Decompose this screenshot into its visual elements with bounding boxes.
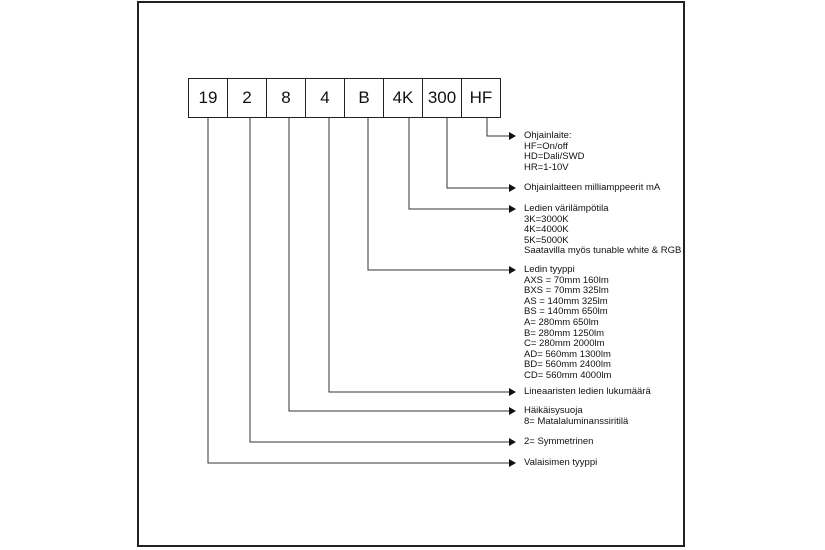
- arrow-head: [509, 407, 516, 415]
- code-cell-glare-shield: 8: [266, 78, 306, 118]
- connector-led-count: [329, 118, 509, 392]
- arrow-head: [509, 205, 516, 213]
- arrow-head: [509, 184, 516, 192]
- desc-line: Ledien värilämpötila: [524, 203, 609, 214]
- code-cell-led-count: 4: [305, 78, 345, 118]
- desc-led-count: [524, 387, 651, 398]
- code-cell-color-temperature: 4K: [383, 78, 423, 118]
- arrow-head: [509, 388, 516, 396]
- desc-line: AXS = 70mm 160lm: [524, 274, 609, 286]
- desc-line: HD=Dali/SWD: [524, 151, 585, 163]
- connector-led-type: [368, 118, 509, 270]
- desc-line: BS = 140mm 650lm: [524, 306, 608, 318]
- desc-line: Häikäisysuoja: [524, 405, 583, 416]
- connector-driver-current: [447, 118, 509, 188]
- desc-driver-current: [524, 183, 660, 194]
- arrow-head: [509, 459, 516, 467]
- code-cell-led-type: B: [344, 78, 384, 118]
- connector-color-temperature: [409, 118, 509, 209]
- desc-line: BXS = 70mm 325lm: [524, 285, 609, 297]
- code-cell-driver-current: 300: [422, 78, 462, 118]
- desc-line: AD= 560mm 1300lm: [524, 348, 611, 360]
- code-cell-distribution: 2: [227, 78, 267, 118]
- desc-line: 4K=4000K: [524, 224, 569, 236]
- desc-luminaire-type: [524, 458, 597, 469]
- desc-line: HR=1-10V: [524, 161, 569, 173]
- connector-glare-shield: [289, 118, 509, 411]
- desc-line: HF=On/off: [524, 140, 568, 152]
- arrow-head: [509, 132, 516, 140]
- arrow-head: [509, 438, 516, 446]
- desc-line: 3K=3000K: [524, 213, 569, 225]
- desc-color-temperature: [524, 204, 681, 257]
- code-cell-luminaire-type: 19: [188, 78, 228, 118]
- desc-line: 8= Matalaluminanssiritilä: [524, 415, 629, 427]
- desc-line: BD= 560mm 2400lm: [524, 359, 611, 371]
- code-cell-driver: HF: [461, 78, 501, 118]
- desc-line: AS = 140mm 325lm: [524, 295, 608, 307]
- arrow-head: [509, 266, 516, 274]
- desc-line: Ohjainlaite:: [524, 130, 572, 141]
- desc-distribution: [524, 437, 593, 448]
- desc-line: A= 280mm 650lm: [524, 316, 599, 328]
- desc-line: B= 280mm 1250lm: [524, 327, 604, 339]
- desc-line: 2= Symmetrinen: [524, 436, 594, 447]
- desc-led-type: [524, 265, 611, 382]
- desc-line: Saatavilla myös tunable white & RGB: [524, 245, 682, 257]
- desc-line: CD= 560mm 4000lm: [524, 369, 612, 381]
- desc-glare-shield: [524, 406, 628, 427]
- desc-line: Valaisimen tyyppi: [524, 457, 598, 468]
- desc-line: 5K=5000K: [524, 234, 569, 246]
- desc-line: Lineaaristen ledien lukumäärä: [524, 386, 651, 397]
- connector-driver: [487, 118, 509, 136]
- desc-line: Ledin tyyppi: [524, 264, 575, 275]
- desc-driver: [524, 131, 584, 173]
- desc-line: C= 280mm 2000lm: [524, 338, 605, 350]
- desc-line: Ohjainlaitteen milliamppeerit mA: [524, 182, 661, 193]
